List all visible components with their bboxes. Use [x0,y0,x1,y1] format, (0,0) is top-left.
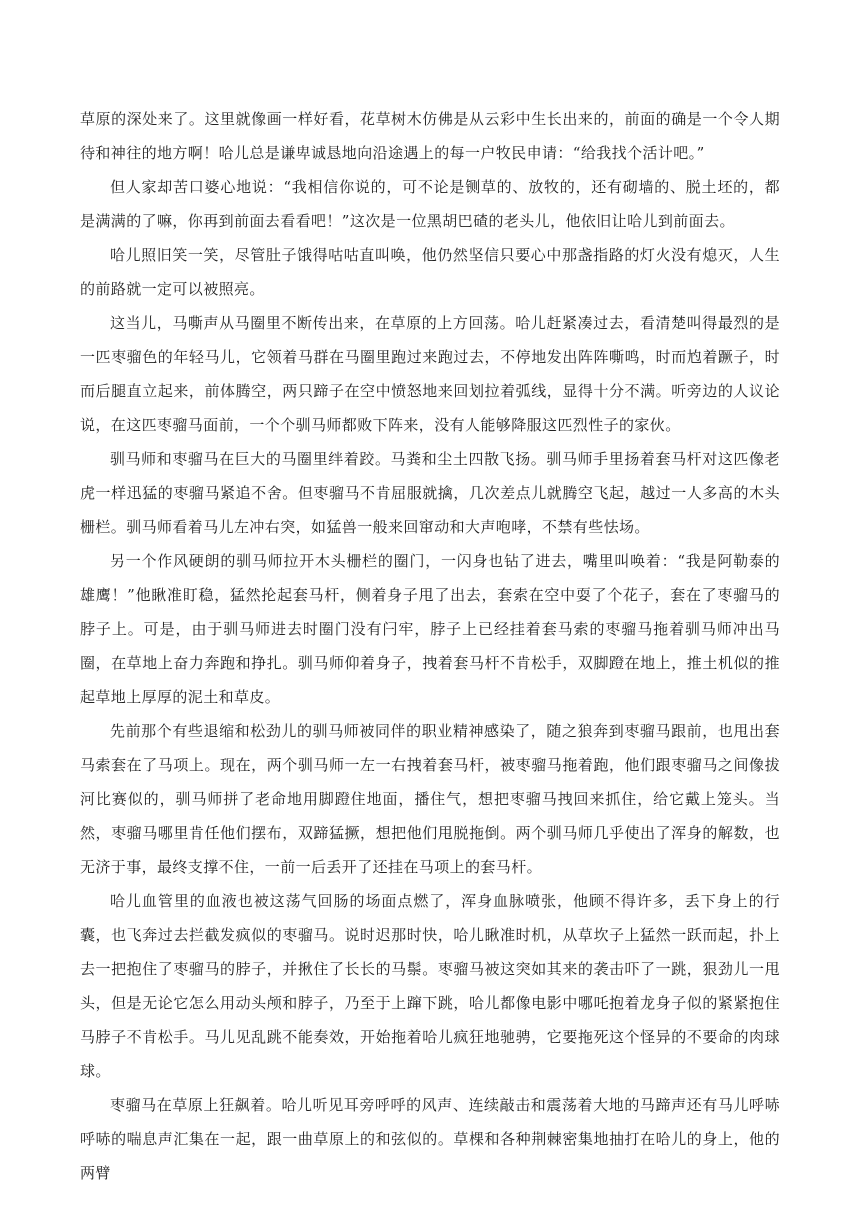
paragraph: 但人家却苦口婆心地说：“我相信你说的，可不论是铡草的、放牧的，还有砌墙的、脱土坯的，都是满满的了嘛，你再到前面去看看吧！”这次是一位黑胡巴碴的老头儿，他依旧让哈儿到前面去。 [80,178,780,230]
paragraph: 这当儿，马嘶声从马圈里不断传出来，在草原的上方回荡。哈儿赶紧凑过去，看清楚叫得最烈的是一匹枣骝色的年轻马儿，它领着马群在马圈里跑过来跑过去，不停地发出阵阵嘶鸣，时而尥着蹶子，时而后腿直立起来，前体腾空，两只蹄子在空中愤怒地来回划拉着弧线，显得十分不满。听旁边的人议论说，在这匹枣骝马面前，一个个驯马师都败下阵来，没有人能够降服这匹烈性子的家伙。 [80,314,780,434]
paragraph: 枣骝马在草原上狂飙着。哈儿听见耳旁呼呼的风声、连续敲击和震荡着大地的马蹄声还有马儿呼哧呼哧的喘息声汇集在一起，跟一曲草原上的和弦似的。草棵和各种荆棘密集地抽打在哈儿的身上，他的两臂 [80,1096,780,1182]
paragraph: 先前那个有些退缩和松劲儿的驯马师被同伴的职业精神感染了，随之狼奔到枣骝马跟前，也甩出套马索套在了马项上。现在，两个驯马师一左一右拽着套马杆，被枣骝马拖着跑，他们跟枣骝马之间像拔河比赛似的，驯马师拼了老命地用脚蹬住地面，播住气，想把枣骝马拽回来抓住，给它戴上笼头。当然，枣骝马哪里肯任他们摆布，双蹄猛撅，想把他们甩脱拖倒。两个驯马师几乎使出了浑身的解数，也无济于事，最终支撑不住，一前一后丢开了还挂在马项上的套马杆。 [80,722,780,876]
paragraph: 哈儿血管里的血液也被这荡气回肠的场面点燃了，浑身血脉喷张，他顾不得许多，丢下身上的行囊，也飞奔过去拦截发疯似的枣骝马。说时迟那时快，哈儿瞅准时机，从草坎子上猛然一跃而起，扑上去一把抱住了枣骝马的脖子，并揪住了长长的马鬃。枣骝马被这突如其来的袭击吓了一跳，狠劲儿一甩头，但是无论它怎么用动头颅和脖子，乃至于上蹿下跳，哈儿都像电影中哪吒抱着龙身子似的紧紧抱住马脖子不肯松手。马儿见乱跳不能奏效，开始拖着哈儿疯狂地驰骋，它要拖死这个怪异的不要命的肉球球。 [80,892,780,1080]
paragraph: 哈儿照旧笑一笑，尽管肚子饿得咕咕直叫唤，他仍然坚信只要心中那盏指路的灯火没有熄灭，人生的前路就一定可以被照亮。 [80,246,780,298]
paragraph: 驯马师和枣骝马在巨大的马圈里绊着跤。马粪和尘土四散飞扬。驯马师手里扬着套马杆对这匹像老虎一样迅猛的枣骝马紧追不舍。但枣骝马不肯屈服就擒，几次差点儿就腾空飞起，越过一人多高的木头栅栏。驯马师看着马儿左冲右突，如猛兽一般来回窜动和大声咆哮，不禁有些怯场。 [80,450,780,536]
paragraph: 另一个作风硬朗的驯马师拉开木头栅栏的圈门，一闪身也钻了进去，嘴里叫唤着：“我是阿勒泰的雄鹰！”他瞅准盯稳，猛然抡起套马杆，侧着身子甩了出去，套索在空中耍了个花子，套在了枣骝马的脖子上。可是，由于驯马师进去时圈门没有闩牢，脖子上已经挂着套马索的枣骝马拖着驯马师冲出马圈，在草地上奋力奔跑和挣扎。驯马师仰着身子，拽着套马杆不肯松手，双脚蹬在地上，推土机似的推起草地上厚厚的泥土和草皮。 [80,552,780,706]
paragraph: 草原的深处来了。这里就像画一样好看，花草树木仿佛是从云彩中生长出来的，前面的确是一个令人期待和神往的地方啊！哈儿总是谦卑诚恳地向沿途遇上的每一户牧民申请：“给我找个活计吧。” [80,110,780,162]
article-body [80,102,780,1190]
